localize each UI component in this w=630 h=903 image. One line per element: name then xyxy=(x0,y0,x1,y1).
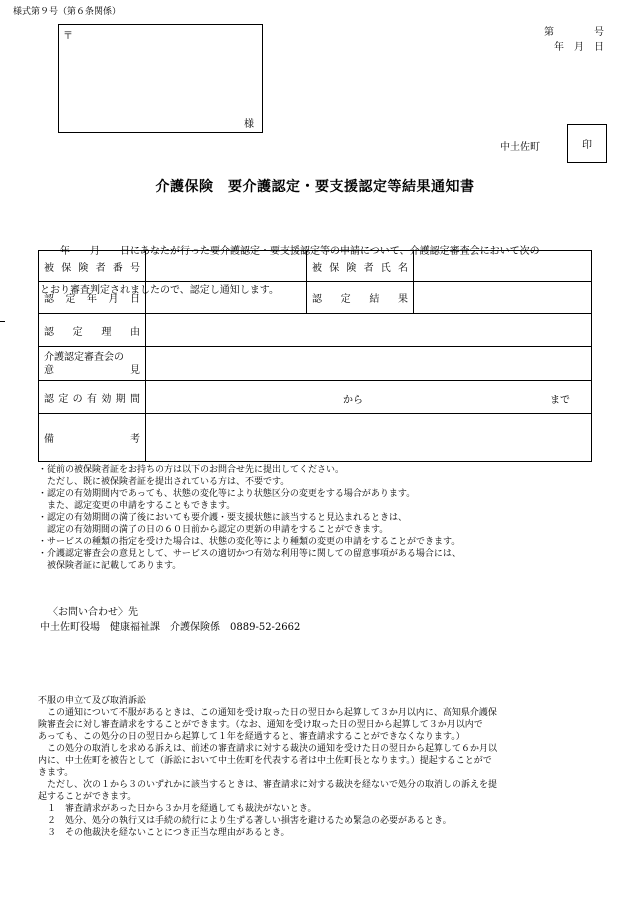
contact-detail: 中土佐町役場 健康福祉課 介護保険係 0889-52-2662 xyxy=(40,622,301,633)
objection-line: この処分の取消しを求める訴えは、前述の審査請求に対する裁決の通知を受けた日の翌日から起算して６か月以 xyxy=(38,744,498,754)
objection-heading: 不服の申立て及び取消訴訟 xyxy=(38,696,147,706)
objection-line: 起することができます。 xyxy=(38,792,137,802)
address-box xyxy=(58,24,263,133)
value-validity-period[interactable] xyxy=(146,381,592,414)
value-cert-result[interactable] xyxy=(414,282,592,314)
contact-section xyxy=(40,605,300,635)
value-remarks[interactable] xyxy=(146,414,592,462)
table-row xyxy=(39,251,592,282)
value-cert-date[interactable] xyxy=(146,282,307,314)
note-line: ・認定の有効期間内であっても、状態の変化等により状態区分の変更をする場合があります。 xyxy=(38,489,416,499)
objection-line: ３ その他裁決を経ないことにつき正当な理由があるとき。 xyxy=(38,828,290,838)
objection-line: ただし、次の１から３のいずれかに該当するときは、審査請求に対する裁決を経ないで処分の取消しの訴えを提 xyxy=(38,780,498,790)
label-insured-number: 被保険者番号 xyxy=(39,251,146,282)
issuer-name: 中土佐町 xyxy=(500,142,540,153)
label-validity-period: 認定の有効期間 xyxy=(39,381,146,414)
intro-line: とおり審査判定されましたので、認定し通知します。 xyxy=(40,285,279,296)
objection-line: １ 審査請求があった日から３か月を経過しても裁決がないとき。 xyxy=(38,804,317,814)
objection-line: この通知について不服があるときは、この通知を受け取った日の翌日から起算して３か月以内に、高知県介護保 xyxy=(38,708,497,718)
objection-line: あっても、この処分の日の翌日から起算して１年を経過すると、審査請求することができなくなります。） xyxy=(38,732,465,742)
note-line: また、認定変更の申請をすることもできます。 xyxy=(38,501,236,511)
label-cert-date: 認定年月日 xyxy=(39,282,146,314)
recipient-suffix: 様 xyxy=(244,119,254,130)
postal-mark: 〒 xyxy=(63,31,73,42)
label-committee-opinion: 介護認定審査会の 意 見 xyxy=(39,347,146,381)
note-line: ただし、既に被保険者証を提出されている方は、不要です。 xyxy=(38,477,290,487)
from-label: から xyxy=(343,394,363,406)
document-title: 介護保険 要介護認定・要支援認定等結果通知書 xyxy=(155,179,475,195)
notes-list xyxy=(38,464,618,572)
objection-line: 内に、中土佐町を被告として（訴訟において中土佐町を代表する者は中土佐町長となります。）提起することがで xyxy=(38,756,492,766)
label-cert-reason: 認定理由 xyxy=(39,314,146,347)
form-number: 様式第９号（第６条関係） xyxy=(13,7,122,17)
table-row xyxy=(39,282,592,314)
until-label: まで xyxy=(550,394,570,406)
table-row xyxy=(39,347,592,381)
value-committee-opinion[interactable] xyxy=(146,347,592,381)
document-number: 第 号 xyxy=(544,27,604,38)
table-row xyxy=(39,414,592,462)
value-cert-reason[interactable] xyxy=(146,314,592,347)
label-remarks: 備 考 xyxy=(39,414,146,462)
intro-line: 年 月 日にあなたが行った要介護認定・要支援認定等の申請について、介護認定審査会において次の xyxy=(40,246,540,257)
value-insured-name[interactable] xyxy=(414,251,592,282)
objection-line: ２ 処分、処分の執行又は手続の続行により生ずる著しい損害を避けるため緊急の必要があるとき。 xyxy=(38,816,452,826)
contact-label: 〈お問い合わせ〉先 xyxy=(48,607,138,618)
note-line: ・介護認定審査会の意見として、サービスの適切かつ有効な利用等に関しての留意事項がある場合には、 xyxy=(38,549,461,559)
seal-label: 印 xyxy=(582,140,592,151)
objection-line: 険審査会に対し審査請求をすることができます。（なお、通知を受け取った日の翌日から起算して３か月以内で xyxy=(38,720,483,730)
document-date: 年 月 日 xyxy=(554,42,604,53)
note-line: 被保険者証に記載してあります。 xyxy=(38,561,182,571)
value-insured-number[interactable] xyxy=(146,251,307,282)
margin-tick xyxy=(0,321,5,322)
note-line: ・認定の有効期間の満了後においても要介護・要支援状態に該当すると見込まれるときは、 xyxy=(38,513,408,523)
note-line: ・従前の被保険者証をお持ちの方は以下のお問合せ先に提出してください。 xyxy=(38,465,345,475)
seal-box xyxy=(567,124,607,163)
certification-table xyxy=(38,250,592,462)
table-row xyxy=(39,381,592,414)
objection-line: きます。 xyxy=(38,768,74,778)
objection-section xyxy=(38,695,610,839)
note-line: ・サービスの種類の指定を受けた場合は、状態の変化等により種類の変更の申請をすることができます。 xyxy=(38,537,461,547)
label-insured-name: 被保険者氏名 xyxy=(307,251,414,282)
table-row xyxy=(39,314,592,347)
note-line: 認定の有効期間の満了の日の６０日前から認定の更新の申請をすることができます。 xyxy=(38,525,389,535)
label-cert-result: 認定結果 xyxy=(307,282,414,314)
